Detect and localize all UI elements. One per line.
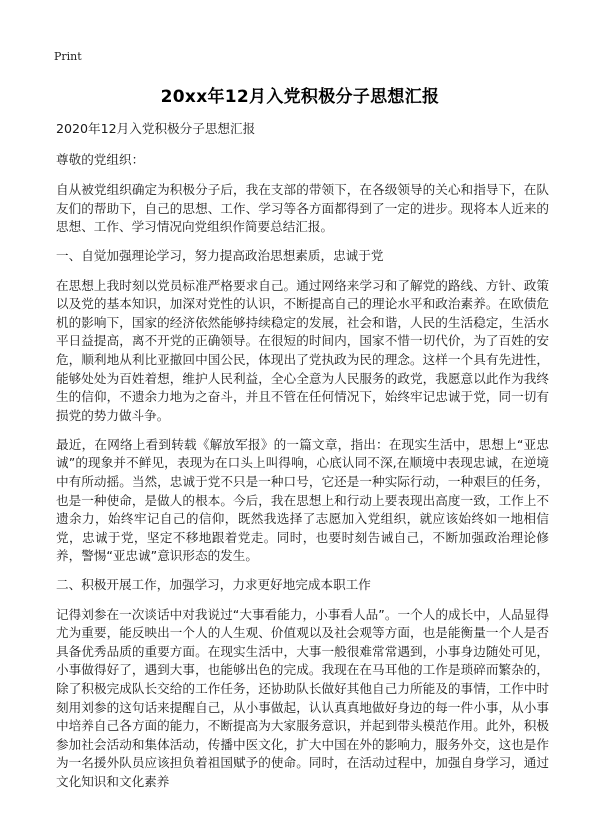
document-subtitle: 2020年12月入党积极分子思想汇报 [56,121,256,136]
section-heading-2: 二、积极开展工作，加强学习，力求更好地完成本职工作 [56,577,371,593]
intro-paragraph: 自从被党组织确定为积极分子后，我在支部的带领下，在各级领导的关心和指导下，在队友们的帮助下，自己的思想、工作、学习等各方面都得到了一定的进步。现将本人近来的思想、工作、学习情况向党组织作简要总结汇报。 [56,182,549,235]
body-paragraph: 在思想上我时刻以党员标准严格要求自己。通过网络来学习和了解党的路线、方针、政策以及党的基本知识，加深对党性的认识，不断提高自己的理论水平和政治素养。在欧债危机的影响下，国家的经济依然能够持续稳定的发展，社会和谐，人民的生活稳定，生活水平日益提高，离不开党的正确领导。在很短的时间内，国家不惜一切代价，为了百姓的安危，顺利地从利比亚撤回中国公民，体现出了党执政为民的理念。这样一个具有先进性，能够处处为百姓着想，维护人民利益，全心全意为人民服务的政党，我愿意以此作为我终生的信仰，不遗余力地为之奋斗，并且不管在任何情况下，始终牢记忠诚于党，同一切有损党的势力做斗争。 [56,277,549,423]
body-paragraph: 最近，在网络上看到转载《解放军报》的一篇文章，指出：在现实生活中，思想上“亚忠诚”的现象并不鲜见，表现为在口头上叫得响，心底认同不深,在顺境中表现忠诚，在逆境中有所动摇。当然，忠诚于党不只是一种口号，它还是一种实际行动，一种艰巨的任务，也是一种使命，是做人的根本。今后，我在思想上和行动上要表现出高度一致，工作上不遗余力，始终牢记自己的信仰，既然我选择了志愿加入党组织，就应该始终如一地相信党，忠诚于党，坚定不移地跟着党走。同时，也要时刻告诫自己，不断加强政治理论修养，警惕“亚忠诚”意识形态的发生。 [56,436,549,564]
salutation: 尊敬的党组织： [56,151,145,167]
print-label[interactable]: Print [54,50,82,63]
document-body [56,120,549,802]
document-title: 20xx年12月入党积极分子思想汇报 [160,87,440,107]
body-paragraph: 记得刘参在一次谈话中对我说过“大事看能力，小事看人品”。一个人的成长中，人品显得尤为重要，能反映出一个人的人生观、价值观以及社会观等方面，也是能衡量一个人是否具备优秀品质的重要方面。在现实生活中，大事一般很难常常遇到，小事身边随处可见，小事做得好了，遇到大事，也能够出色的完成。我现在在马耳他的工作是琐碎而繁杂的，除了积极完成队长交给的工作任务，还协助队长做好其他自己力所能及的事情，工作中时刻用刘参的这句话来提醒自己，从小事做起，认认真真地做好身边的每一件小事，从小事中培养自己各方面的能力，不断提高为大家服务意识，并起到带头模范作用。此外，积极参加社会活动和集体活动，传播中医文化，扩大中国在外的影响力，服务外交，这也是作为一名援外队员应该担负着祖国赋予的使命。同时，在活动过程中，加强自身学习，通过文化知识和文化素养 [56,606,549,789]
section-heading-1: 一、自觉加强理论学习，努力提高政治思想素质，忠诚于党 [56,248,384,264]
